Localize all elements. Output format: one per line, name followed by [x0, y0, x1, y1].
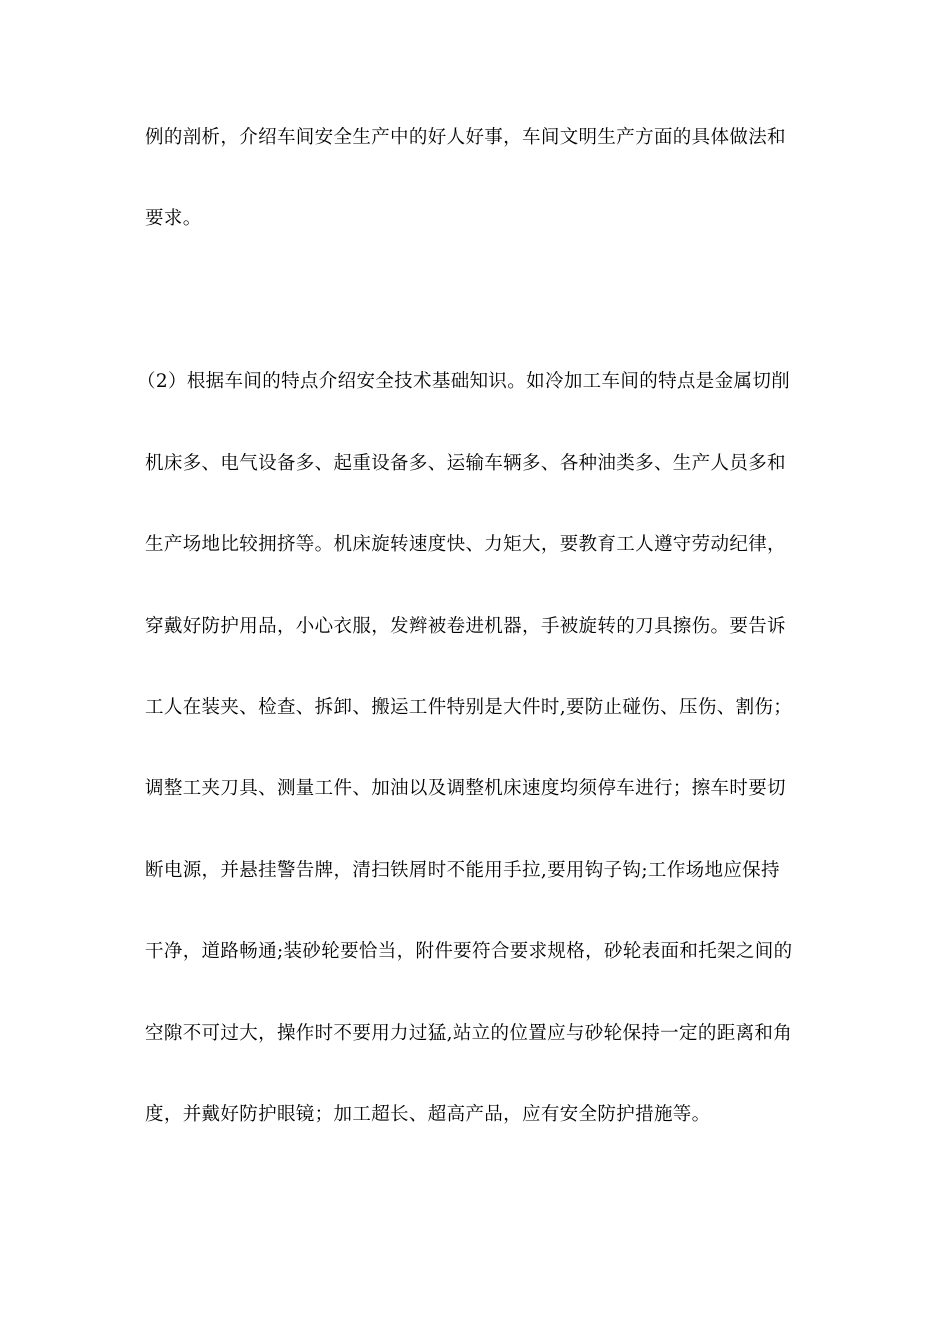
- paragraph-2-line-6: 调整工夹刀具、测量工件、加油以及调整机床速度均须停车进行；擦车时要切: [145, 778, 786, 799]
- paragraph-2-line-1: （2）根据车间的特点介绍安全技术基础知识。如冷加工车间的特点是金属切削: [137, 371, 791, 392]
- paragraph-2-line-3: 生产场地比较拥挤等。机床旋转速度快、力矩大，要教育工人遵守劳动纪律，: [145, 534, 786, 555]
- paragraph-2-line-2: 机床多、电气设备多、起重设备多、运输车辆多、各种油类多、生产人员多和: [145, 453, 786, 474]
- paragraph-2-line-7: 断电源，并悬挂警告牌，清扫铁屑时不能用手拉,要用钩子钩;工作场地应保持: [145, 860, 780, 881]
- paragraph-1-line-2: 要求。: [145, 208, 202, 229]
- paragraph-2-line-10: 度，并戴好防护眼镜；加工超长、超高产品，应有安全防护措施等。: [145, 1104, 711, 1125]
- paragraph-2-line-4: 穿戴好防护用品，小心衣服，发辫被卷进机器，手被旋转的刀具擦伤。要告诉: [145, 616, 786, 637]
- paragraph-2-line-9: 空隙不可过大，操作时不要用力过猛,站立的位置应与砂轮保持一定的距离和角: [145, 1023, 793, 1044]
- paragraph-2-line-8: 干净，道路畅通;装砂轮要恰当，附件要符合要求规格，砂轮表面和托架之间的: [145, 941, 793, 962]
- paragraph-2-line-5: 工人在装夹、检查、拆卸、搬运工件特别是大件时,要防止碰伤、压伤、割伤；: [145, 697, 793, 718]
- paragraph-1-line-1: 例的剖析，介绍车间安全生产中的好人好事，车间文明生产方面的具体做法和: [145, 127, 786, 148]
